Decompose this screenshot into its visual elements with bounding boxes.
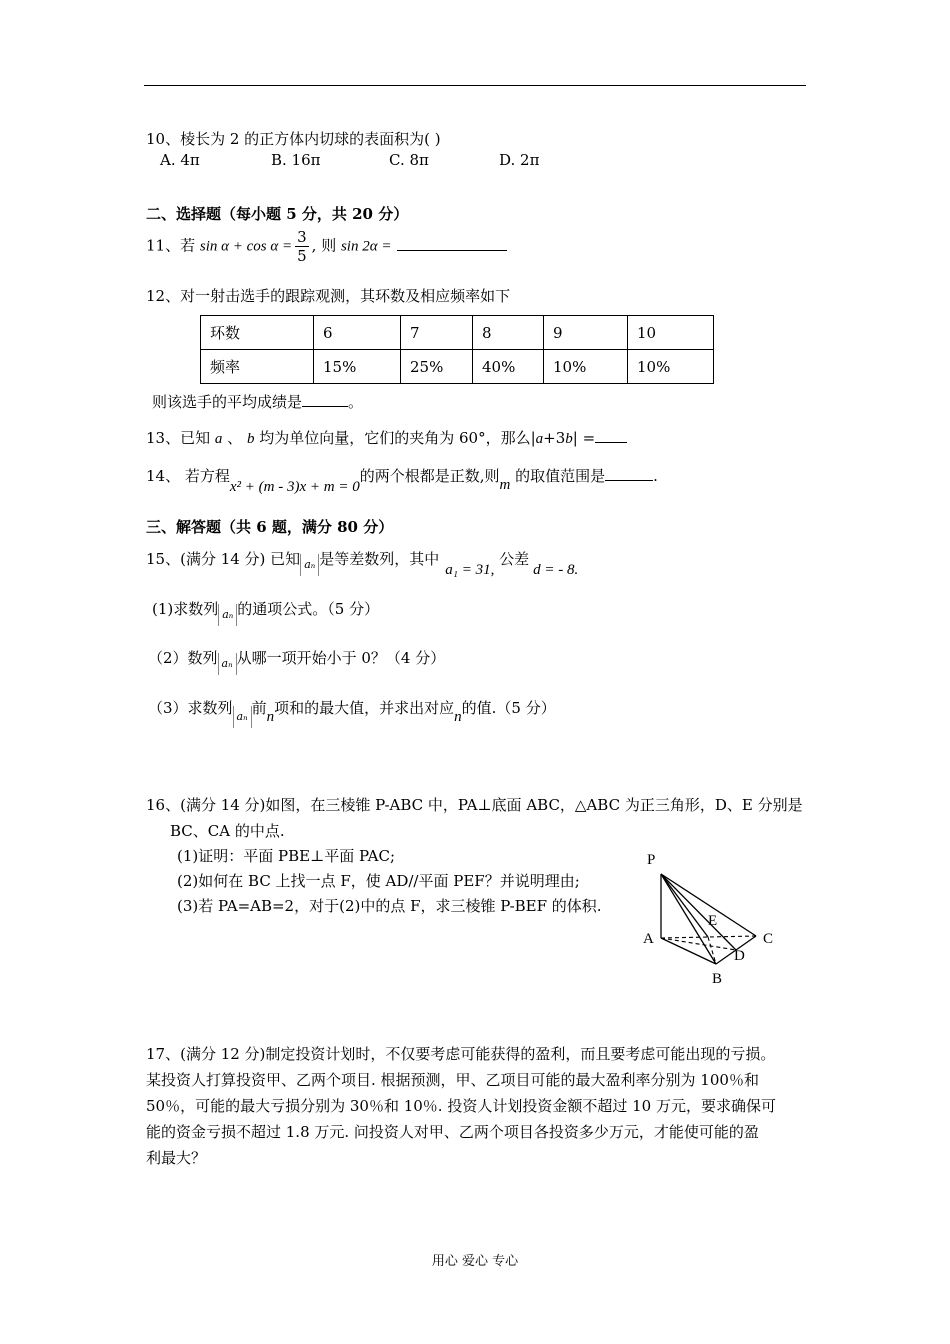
q10-stem: 10、棱长为 2 的正方体内切球的表面积为( ) bbox=[146, 130, 441, 148]
q14-text-2: 的两个根都是正数,则 bbox=[359, 467, 500, 485]
q15-sub1-text-2: 的通项公式。（5 分） bbox=[237, 600, 380, 618]
q13-vector-b: b bbox=[246, 431, 255, 447]
q15-text-1: 15、(满分 14 分) 已知 bbox=[146, 550, 301, 568]
page-footer: 用心 爱心 专心 bbox=[431, 1254, 519, 1269]
label-b: B bbox=[712, 971, 723, 987]
q13-line bbox=[146, 427, 627, 448]
table-cell: 10% bbox=[544, 350, 628, 384]
q13-vector-a: a bbox=[214, 431, 223, 447]
label-c: C bbox=[763, 931, 774, 947]
q14-text-4: . bbox=[653, 467, 658, 485]
q10-option-a: A. 4π bbox=[160, 151, 200, 169]
q17-line-2: 某投资人打算投资甲、乙两个项目. 根据预测，甲、乙项目可能的最大盈利率分别为 100％和 bbox=[146, 1071, 759, 1089]
q15-sub2-text-2: 从哪一项开始小于 0？（4 分） bbox=[236, 649, 446, 667]
segment-be-dashed bbox=[708, 937, 716, 964]
q15-sub3 bbox=[148, 697, 556, 725]
label-e: E bbox=[708, 913, 718, 929]
q15-sub3-text-2: 前 bbox=[251, 699, 267, 717]
q15-sub1-sequence: aₙ bbox=[218, 604, 237, 626]
section2-title: 二、选择题（每小题 5 分，共 20 分） bbox=[146, 205, 409, 223]
q15-sub1 bbox=[152, 598, 379, 621]
table-cell: 40% bbox=[473, 350, 544, 384]
q16-sub1: (1)证明：平面 PBE⊥平面 PAC; bbox=[177, 847, 396, 865]
q11-fraction bbox=[295, 228, 309, 265]
q15-sub3-n-2: n bbox=[454, 709, 462, 725]
q11-frac-num: 3 bbox=[297, 228, 307, 246]
table-cell: 10% bbox=[628, 350, 714, 384]
q13-text-2: 、 bbox=[227, 429, 243, 447]
table-cell: 频率 bbox=[201, 350, 314, 384]
q17-line-3: 50％，可能的最大亏损分别为 30％和 10％. 投资人计划投资金额不超过 10 万元，要求确保可 bbox=[146, 1097, 776, 1115]
q13-text-1: 13、已知 bbox=[146, 429, 211, 447]
table-row bbox=[201, 316, 714, 350]
header-rule bbox=[144, 85, 806, 86]
q15-d: d = - 8. bbox=[533, 562, 579, 578]
table-cell: 25% bbox=[401, 350, 473, 384]
q14-var-m: m bbox=[499, 477, 511, 493]
table-cell: 9 bbox=[544, 316, 628, 350]
q13-text-4: +3 bbox=[543, 429, 566, 447]
label-a: A bbox=[643, 931, 654, 947]
q15-a1: a₁ = 31, bbox=[445, 562, 495, 578]
q12-stem: 12、对一射击选手的跟踪观测，其环数及相应频率如下 bbox=[146, 287, 511, 305]
q15-sub3-text-1: （3）求数列 bbox=[148, 699, 233, 717]
frequency-table bbox=[200, 315, 714, 384]
label-d: D bbox=[734, 948, 745, 964]
q15-sub3-sequence: aₙ bbox=[233, 706, 252, 728]
q17-line-4: 能的资金亏损不超过 1.8 万元. 问投资人对甲、乙两个项目各投资多少万元，才能使可能的盈 bbox=[146, 1123, 759, 1141]
table-cell: 8 bbox=[473, 316, 544, 350]
q14-text-3: 的取值范围是 bbox=[515, 467, 606, 485]
q15-sub3-n: n bbox=[266, 709, 275, 725]
q16-sub2: (2)如何在 BC 上找一点 F，使 AD//平面 PEF？并说明理由; bbox=[177, 872, 580, 890]
label-p: P bbox=[647, 852, 656, 868]
q16-line-2: BC、CA 的中点. bbox=[170, 822, 285, 840]
q11-mid: , 则 bbox=[311, 236, 341, 255]
q15-sub1-text-1: (1)求数列 bbox=[152, 600, 219, 618]
q10-option-b: B. 16π bbox=[271, 151, 321, 169]
q16-line-1: 16、(满分 14 分)如图，在三棱锥 P-ABC 中，PA⊥底面 ABC，△ABC 为正三角形，D、E 分别是 bbox=[146, 796, 803, 814]
q11-line bbox=[146, 228, 507, 265]
q15-text-3: 公差 bbox=[499, 550, 530, 568]
q13-text-5: | = bbox=[572, 429, 596, 447]
pyramid-figure bbox=[630, 845, 790, 995]
q13-vector-a-2: a bbox=[535, 431, 544, 447]
q15-line bbox=[146, 548, 579, 578]
q10-option-c: C. 8π bbox=[389, 151, 429, 169]
q12-answer-blank[interactable] bbox=[302, 392, 348, 407]
q11-answer-blank[interactable] bbox=[397, 236, 507, 251]
q17-line-5: 利最大？ bbox=[146, 1149, 207, 1167]
q14-line bbox=[146, 465, 658, 495]
table-cell: 15% bbox=[314, 350, 401, 384]
q14-text-1: 14、 若方程 bbox=[146, 467, 230, 485]
q12-followup-suffix: 。 bbox=[348, 393, 364, 411]
table-cell: 环数 bbox=[201, 316, 314, 350]
table-cell: 6 bbox=[314, 316, 401, 350]
q15-sub3-text-4: 的值.（5 分） bbox=[461, 699, 556, 717]
q13-vector-b-2: b bbox=[565, 431, 573, 447]
q10-option-d: D. 2π bbox=[499, 151, 540, 169]
table-cell: 10 bbox=[628, 316, 714, 350]
q11-expr-right: sin 2α = bbox=[340, 238, 392, 255]
segment-pe bbox=[661, 874, 708, 937]
segment-pd bbox=[661, 874, 736, 950]
q16-sub3: (3)若 PA=AB=2，对于(2)中的点 F，求三棱锥 P-BEF 的体积. bbox=[177, 897, 602, 915]
table-cell: 7 bbox=[401, 316, 473, 350]
q15-text-2: 是等差数列，其中 bbox=[319, 550, 440, 568]
q12-followup-text: 则该选手的平均成绩是 bbox=[152, 393, 303, 411]
q15-sub2-sequence: aₙ bbox=[218, 653, 237, 675]
q11-expr-left: sin α + cos α = bbox=[199, 238, 293, 255]
q15-sub2 bbox=[148, 647, 445, 670]
q15-sequence: aₙ bbox=[300, 554, 319, 576]
q14-equation: x² + (m - 3)x + m = 0 bbox=[229, 479, 360, 495]
q15-sub2-text-1: （2）数列 bbox=[148, 649, 218, 667]
q11-prefix: 11、若 bbox=[146, 236, 200, 255]
q12-followup bbox=[152, 391, 363, 412]
q11-frac-den: 5 bbox=[297, 247, 307, 265]
q13-text-3: 均为单位向量，它们的夹角为 60°，那么| bbox=[259, 429, 536, 447]
q14-answer-blank[interactable] bbox=[605, 466, 653, 481]
q13-answer-blank[interactable] bbox=[595, 428, 627, 443]
table-row bbox=[201, 350, 714, 384]
section3-title: 三、解答题（共 6 题，满分 80 分） bbox=[146, 518, 394, 536]
q15-sub3-text-3: 项和的最大值，并求出对应 bbox=[274, 699, 455, 717]
q17-line-1: 17、(满分 12 分)制定投资计划时，不仅要考虑可能获得的盈利，而且要考虑可能出现的亏损。 bbox=[146, 1045, 776, 1063]
